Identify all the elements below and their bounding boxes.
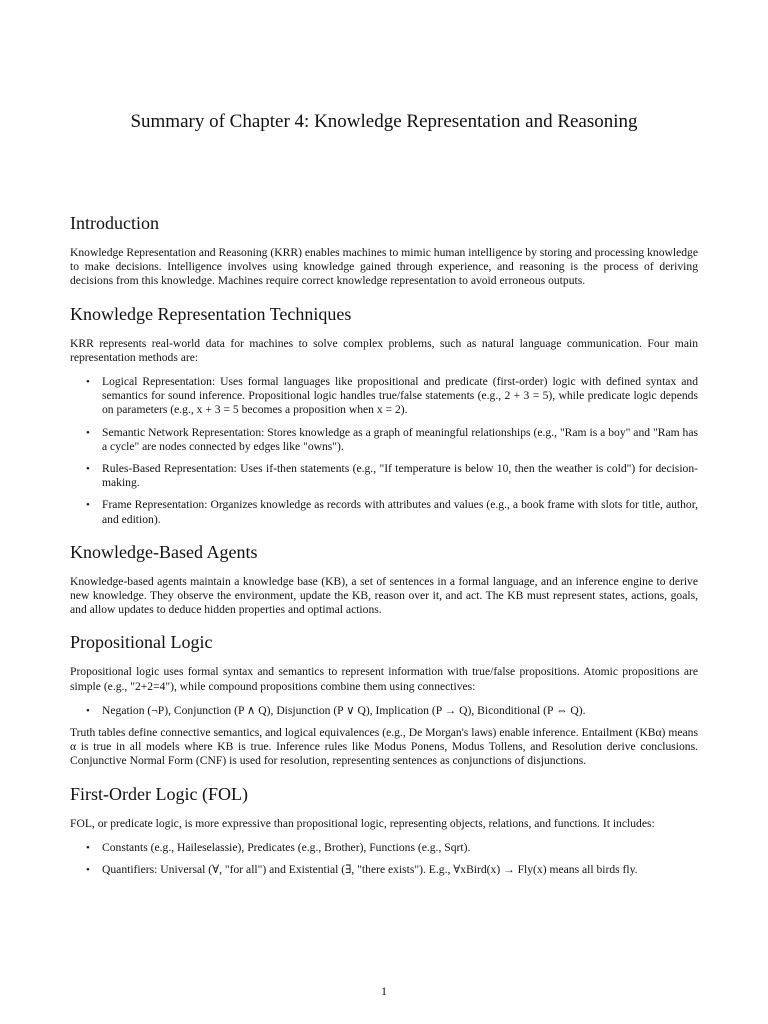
bullet-icon: • bbox=[86, 376, 90, 389]
bullet-list bbox=[70, 704, 698, 718]
page-number: 1 bbox=[381, 984, 387, 998]
paragraph: Knowledge Representation and Reasoning (KRR) enables machines to mimic human intelligence by storing and processing knowledge to make decisions. Intelligence involves using knowledge gained through experience, and reasoning is the process of deriving decisions from this knowledge. Machines require correct knowledge representation to avoid erroneous outputs. bbox=[70, 246, 698, 288]
section-heading: Knowledge-Based Agents bbox=[70, 541, 258, 562]
paragraph: Truth tables define connective semantics, and logical equivalences (e.g., De Morgan's laws) enable inference. Entailment (KBα) means α is true in all models where KB is true. Inference rules like Modus Ponens, Modus Tollens, and Resolution derive conclusions. Conjunctive Normal Form (CNF) is used for resolution, representing sentences as conjunctions of disjunctions. bbox=[70, 726, 698, 768]
list-item: • Negation (¬P), Conjunction (P ∧ Q), Disjunction (P ∨ Q), Implication (P → Q), Biconditional (P ⇔ Q). bbox=[86, 703, 586, 717]
section-introduction bbox=[70, 210, 698, 289]
document-body bbox=[70, 210, 698, 889]
list-item: • Rules-Based Representation: Uses if-then statements (e.g., "If temperature is below 10, then the weather is cold") for decision-making. bbox=[86, 462, 698, 490]
section-heading: Knowledge Representation Techniques bbox=[70, 303, 352, 324]
bullet-icon: • bbox=[86, 499, 90, 512]
section-knowledge-representation-techniques bbox=[70, 301, 698, 527]
bullet-icon: • bbox=[86, 463, 90, 476]
section-first-order-logic bbox=[70, 781, 698, 878]
section-heading: Propositional Logic bbox=[70, 632, 213, 653]
list-item: • Frame Representation: Organizes knowledge as records with attributes and values (e.g., a book frame with slots for title, author, and edition). bbox=[86, 498, 698, 526]
document-title: Summary of Chapter 4: Knowledge Representation and Reasoning bbox=[130, 111, 638, 132]
paragraph: FOL, or predicate logic, is more expressive than propositional logic, representing objects, relations, and functions. It includes: bbox=[70, 816, 655, 830]
bullet-list bbox=[70, 841, 698, 877]
section-propositional-logic bbox=[70, 629, 698, 768]
bullet-icon: • bbox=[86, 426, 90, 439]
bullet-icon: • bbox=[86, 841, 90, 854]
bullet-icon: • bbox=[86, 864, 90, 877]
section-heading: First-Order Logic (FOL) bbox=[70, 783, 248, 804]
section-heading: Introduction bbox=[70, 213, 159, 233]
paragraph: Knowledge-based agents maintain a knowledge base (KB), a set of sentences in a formal language, and an inference engine to derive new knowledge. They observe the environment, update the KB, reason over it, and act. The KB must represent states, actions, goals, and allow updates to deduce hidden properties and optimal actions. bbox=[70, 574, 698, 617]
bullet-list bbox=[70, 375, 698, 527]
bullet-icon: • bbox=[86, 704, 90, 717]
list-item: • Logical Representation: Uses formal languages like propositional and predicate (first-order) logic with defined syntax and semantics for sound inference. Propositional logic handles true/false statements (e.g., 2 + 3 = 5), while predicate logic depends on parameters (e.g., x + 3 = 5 becomes a proposition when x = 2). bbox=[86, 375, 698, 417]
section-knowledge-based-agents bbox=[70, 539, 698, 618]
list-item: • Semantic Network Representation: Stores knowledge as a graph of meaningful relationships (e.g., "Ram is a boy" and "Ram has a cycle" are nodes connected by edges like "owns"). bbox=[86, 425, 698, 453]
paragraph: Propositional logic uses formal syntax and semantics to represent information with true/false propositions. Atomic propositions are simple (e.g., "2+2=4"), while compound propositions combine them using connectives: bbox=[70, 665, 698, 693]
list-item: • Constants (e.g., Haileselassie), Predicates (e.g., Brother), Functions (e.g., Sqrt). bbox=[86, 840, 471, 854]
list-item: • Quantifiers: Universal (∀, "for all") and Existential (∃, "there exists"). E.g., ∀xBird(x) → Fly(x) means all birds fly. bbox=[86, 863, 638, 877]
paragraph: KRR represents real-world data for machines to solve complex problems, such as natural language communication. Four main representation methods are: bbox=[70, 336, 698, 364]
